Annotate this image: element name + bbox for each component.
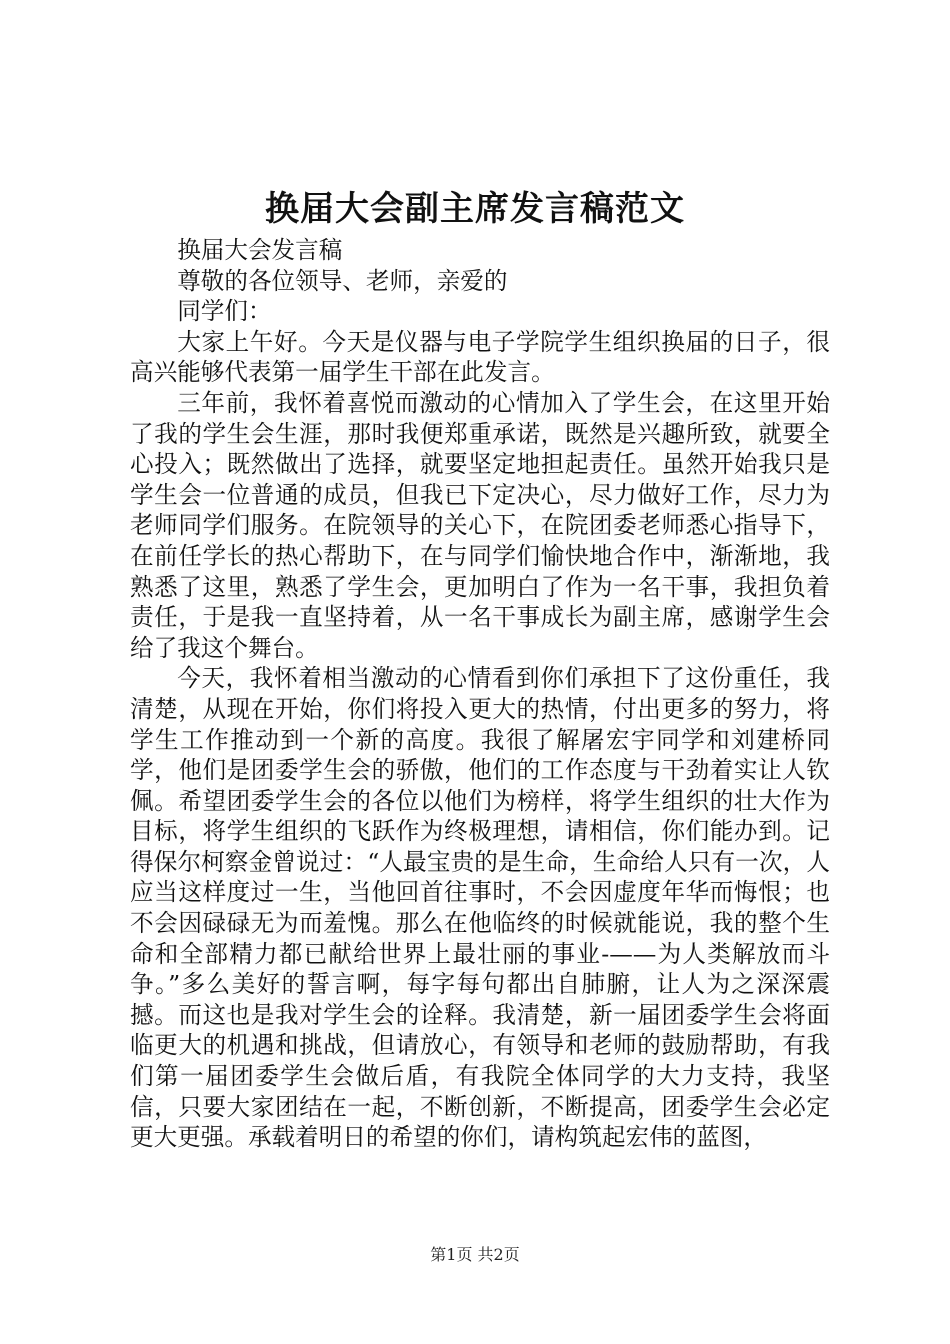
document-title: 换届大会副主席发言稿范文	[265, 189, 685, 229]
document-body	[130, 235, 830, 1153]
paragraph-salutation: 尊敬的各位领导、老师，亲爱的	[177, 266, 508, 295]
paragraph-salutation-continued: 同学们：	[177, 297, 272, 326]
paragraph-history: 三年前，我怀着喜悦而激动的心情加入了学生会，在这里开始了我的学生会生涯，那时我便郑重承诺，既然是兴趣所致，就要全心投入；既然做出了选择，就要坚定地担起责任。虽然开始我只是学生会一位普通的成员，但我已下定决心，尽力做好工作，尽力为老师同学们服务。在院领导的关心下，在院团委老师悉心指导下，在前任学长的热心帮助下，在与同学们愉快地合作中，渐渐地，我熟悉了这里，熟悉了学生会，更加明白了作为一名干事，我担负着责任，于是我一直坚持着，从一名干事成长为副主席，感谢学生会给了我这个舞台。	[130, 388, 830, 662]
paragraph-encouragement: 今天，我怀着相当激动的心情看到你们承担下了这份重任，我清楚，从现在开始，你们将投入更大的热情，付出更多的努力，将学生工作推动到一个新的高度。我很了解屠宏宇同学和刘建桥同学，他们是团委学生会的骄傲，他们的工作态度与干劲着实让人钦佩。希望团委学生会的各位以他们为榜样，将学生组织的壮大作为目标，将学生组织的飞跃作为终极理想，请相信，你们能办到。记得保尔柯察金曾说过：“人最宝贵的是生命，生命给人只有一次，人应当这样度过一生，当他回首往事时，不会因虚度年华而悔恨；也不会因碌碌无为而羞愧。那么在他临终的时候就能说，我的整个生命和全部精力都已献给世界上最壮丽的事业-——为人类解放而斗争。”多么美好的誓言啊，每字每句都出自肺腑，让人为之深深震撼。而这也是我对学生会的诠释。我清楚，新一届团委学生会将面临更大的机遇和挑战，但请放心，有领导和老师的鼓励帮助，有我们第一届团委学生会做后盾，有我院全体同学的大力支持，我坚信，只要大家团结在一起，不断创新，不断提高，团委学生会必定更大更强。承载着明日的希望的你们，请构筑起宏伟的蓝图，	[130, 664, 830, 1152]
paragraph-greeting: 大家上午好。今天是仪器与电子学院学生组织换届的日子，很高兴能够代表第一届学生干部在此发言。	[130, 327, 830, 387]
page-number-footer: 第1页 共2页	[430, 1245, 520, 1264]
paragraph-heading: 换届大会发言稿	[177, 236, 343, 264]
